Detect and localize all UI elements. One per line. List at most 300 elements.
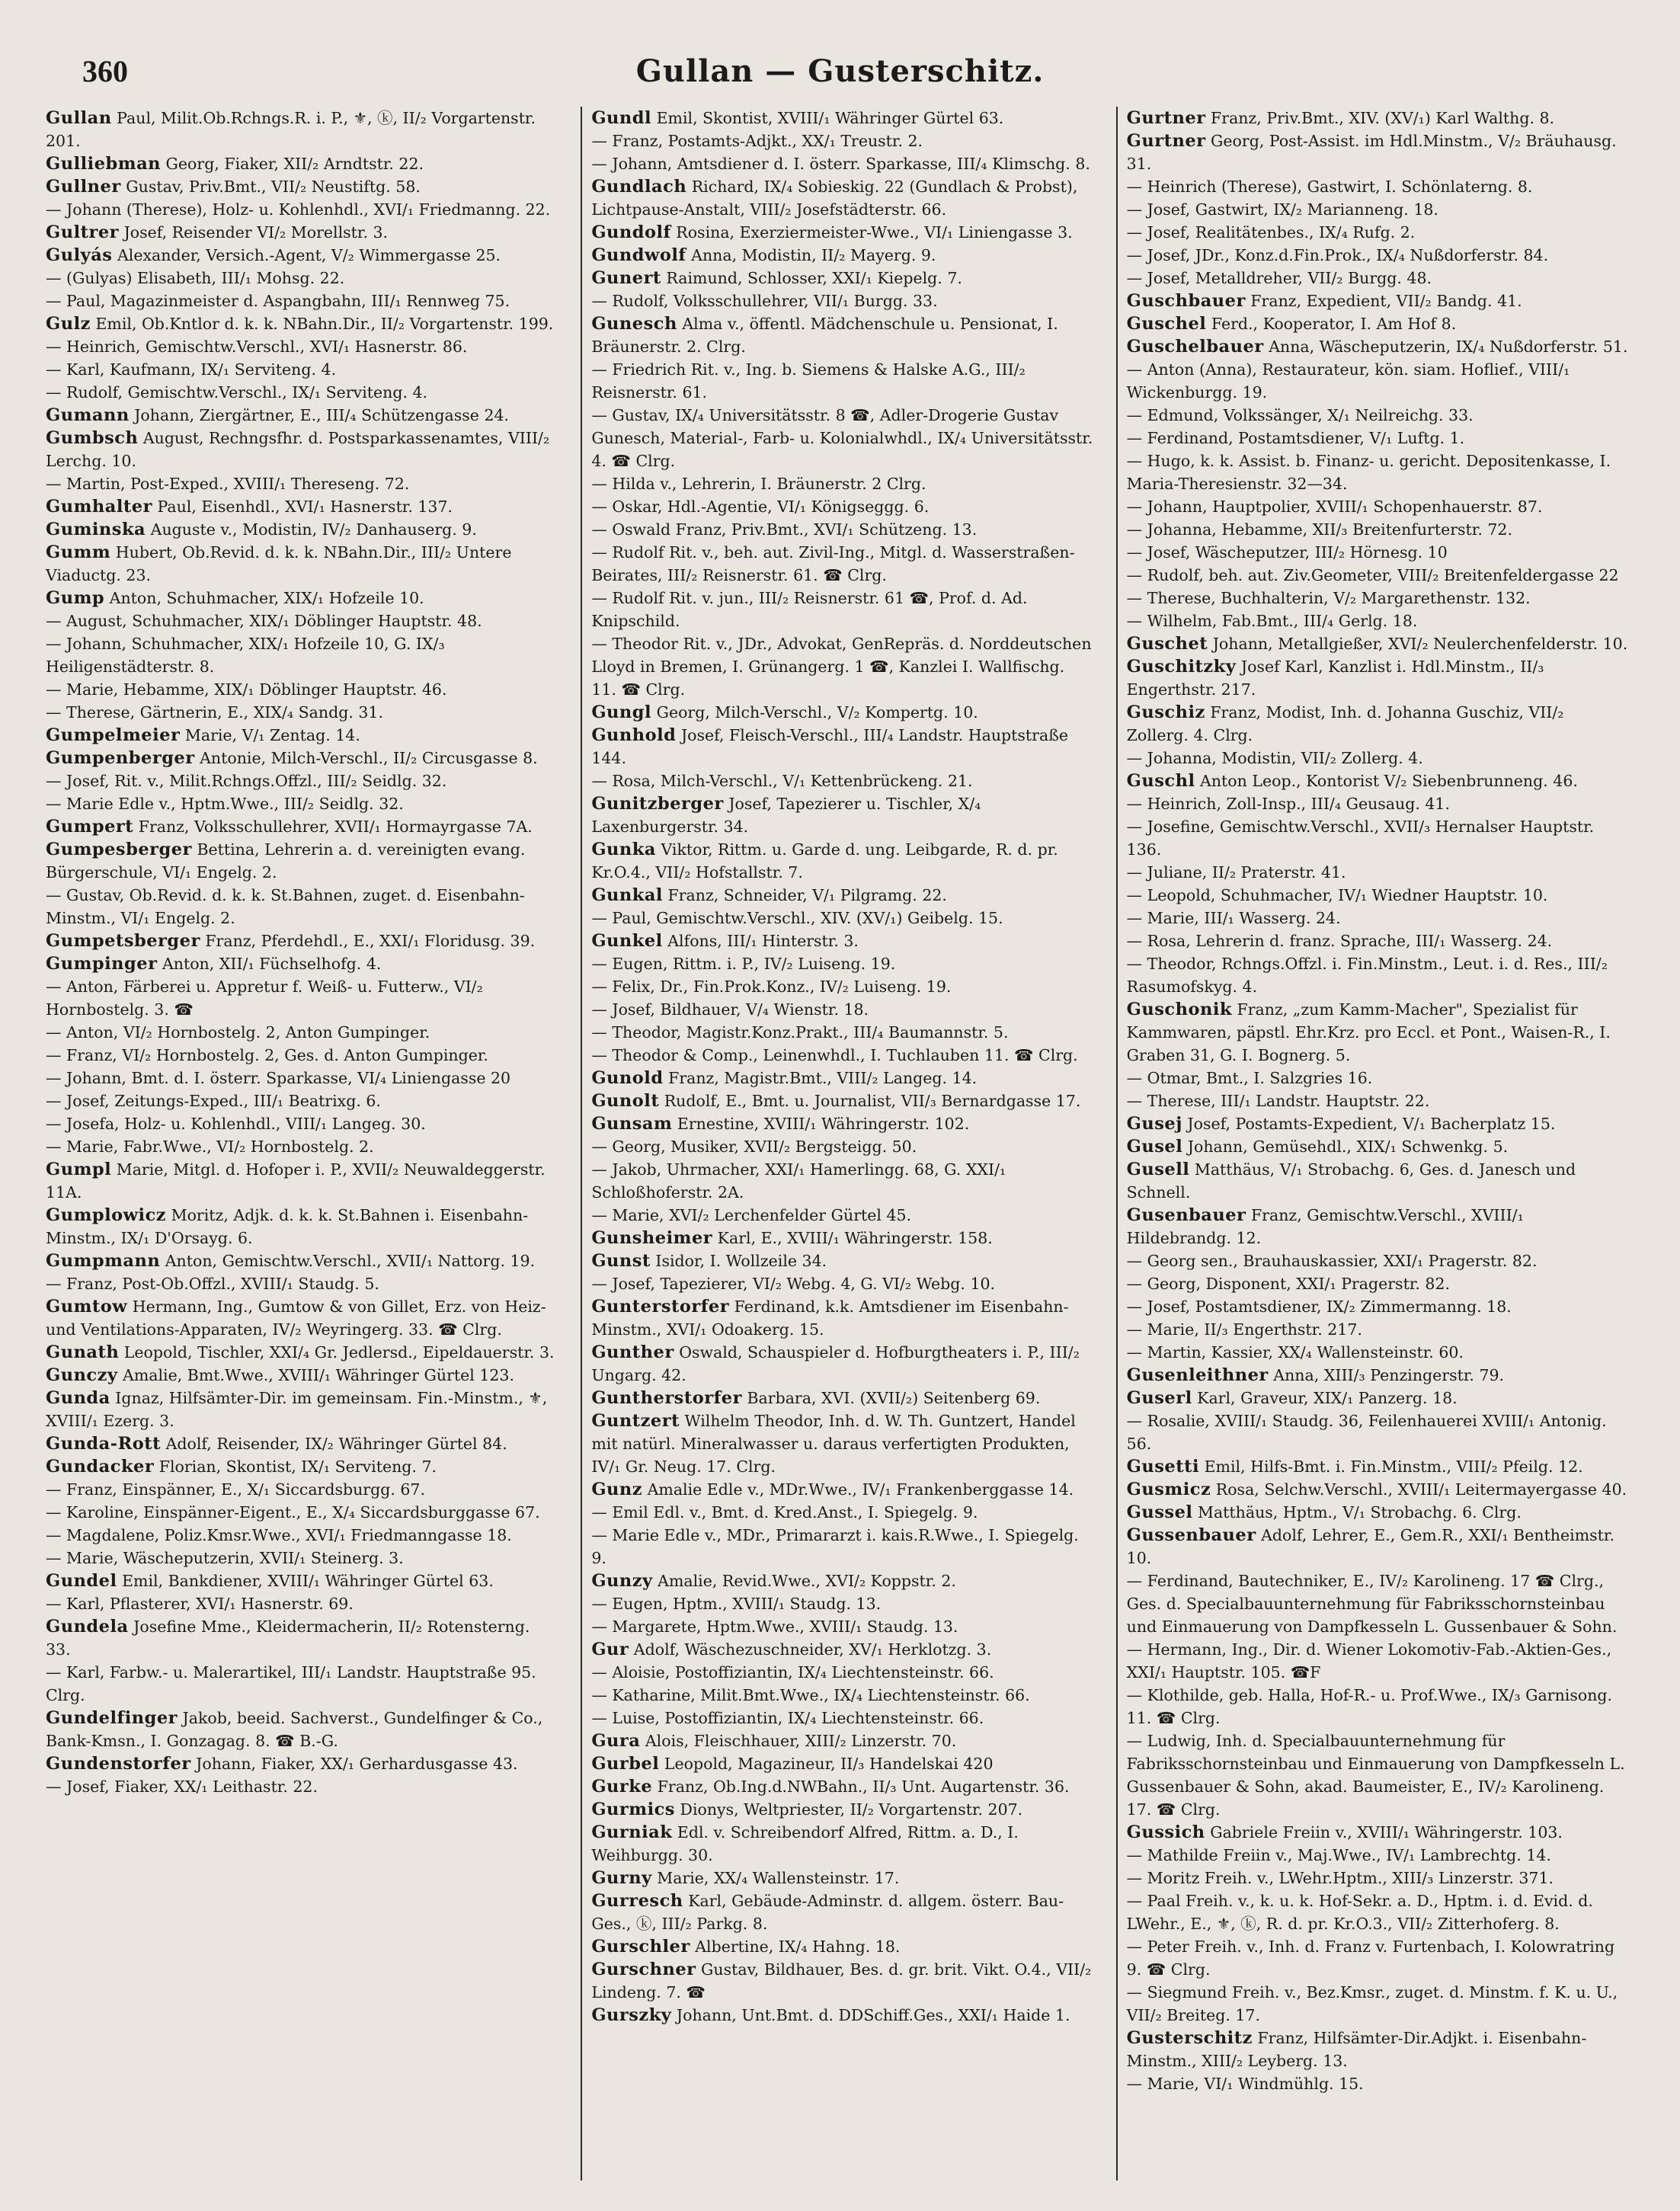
directory-entry: [1127, 1341, 1628, 1364]
entry-surname: Gunterstorfer: [591, 1297, 730, 1317]
entry-text: — Peter Freih. v., Inh. d. Franz v. Furtenbach, I. Kolowratring 9. ☎ Clrg.: [1126, 1937, 1615, 1979]
entry-text: — Emil Edl. v., Bmt. d. Kred.Anst., I. Spiegelg. 9.: [591, 1503, 978, 1521]
directory-entry: [46, 724, 558, 747]
directory-entry: [591, 952, 1093, 975]
entry-surname: Gundacker: [46, 1457, 155, 1477]
directory-entry: [1127, 1889, 1628, 1935]
directory-entry: [591, 1661, 1093, 1684]
entry-surname: Gurtner: [1126, 131, 1206, 151]
directory-entry: [591, 518, 1093, 541]
directory-entry: [591, 1729, 1093, 1752]
entry-surname: Guschiz: [1126, 702, 1205, 722]
entry-text: — Franz, Einspänner, E., X/₁ Siccardsburgg. 67.: [46, 1480, 425, 1499]
entry-text: Rudolf, E., Bmt. u. Journalist, VII/₃ Bernardgasse 17.: [664, 1092, 1081, 1110]
entry-text: — Hermann, Ing., Dir. d. Wiener Lokomotiv-Fab.-Aktien-Ges., XXI/₁ Hauptstr. 105. ☎F: [1126, 1640, 1612, 1681]
entry-text: — Hugo, k. k. Assist. b. Finanz- u. gericht. Depositenkasse, I. Maria-Theresienstr. 32—34.: [1126, 452, 1611, 493]
directory-entry: [591, 838, 1093, 884]
directory-entry: [1127, 792, 1628, 815]
entry-text: — Moritz Freih. v., LWehr.Hptm., XIII/₃ Linzerstr. 371.: [1126, 1869, 1554, 1887]
directory-entry: [46, 1524, 558, 1547]
entry-text: Matthäus, V/₁ Strobachg. 6, Ges. d. Janesch und Schnell.: [1126, 1160, 1576, 1201]
entry-surname: Guschel: [1126, 314, 1207, 334]
directory-entry: [46, 1478, 558, 1501]
directory-entry: [591, 1112, 1093, 1135]
entry-surname: Gusenbauer: [1126, 1205, 1246, 1225]
directory-entry: [1127, 518, 1628, 541]
directory-entry: [1127, 1935, 1628, 1981]
entry-surname: Guntherstorfer: [591, 1388, 742, 1408]
directory-entry: [591, 495, 1093, 518]
entry-surname: Gulz: [46, 314, 91, 334]
entry-text: Gustav, Priv.Bmt., VII/₂ Neustiftg. 58.: [126, 178, 421, 196]
entry-surname: Gusmicz: [1126, 1480, 1211, 1499]
directory-entry: [591, 1867, 1093, 1889]
directory-entry: [1127, 1821, 1628, 1844]
entry-text: — Edmund, Volkssänger, X/₁ Neilreichg. 33.: [1126, 406, 1474, 424]
directory-entry: [591, 792, 1093, 838]
entry-text: Franz, Schneider, V/₁ Pilgramg. 22.: [667, 886, 947, 904]
directory-entry: [46, 1295, 558, 1341]
directory-entry: [591, 930, 1093, 952]
entry-text: — Johann, Schuhmacher, XIX/₁ Hofzeile 10, G. IX/₃ Heiligenstädterstr. 8.: [46, 635, 445, 676]
entry-surname: Gusel: [1126, 1137, 1183, 1157]
entry-surname: Guntzert: [591, 1411, 680, 1431]
entry-text: Adolf, Reisender, IX/₂ Währinger Gürtel 84.: [165, 1435, 507, 1453]
directory-entry: [591, 175, 1093, 221]
directory-entry: [1127, 1569, 1628, 1638]
directory-entry: [46, 930, 558, 952]
entry-surname: Gundlach: [591, 177, 687, 197]
directory-entry: [591, 1272, 1093, 1295]
directory-entry: [46, 1204, 558, 1249]
entry-surname: Gunka: [591, 840, 656, 859]
entry-text: — Georg sen., Brauhauskassier, XXI/₁ Pragerstr. 82.: [1126, 1252, 1538, 1270]
entry-surname: Gunhold: [591, 725, 677, 745]
entry-text: Josef, Reisender VI/₂ Morellstr. 3.: [123, 223, 389, 242]
entry-text: Alois, Fleischhauer, XIII/₂ Linzerstr. 70.: [645, 1732, 957, 1750]
directory-entry: [1127, 861, 1628, 884]
entry-text: — Marie, II/₃ Engerthstr. 217.: [1126, 1320, 1362, 1339]
directory-entry: [1127, 1067, 1628, 1090]
directory-entry: [591, 541, 1093, 587]
directory-entry: [46, 358, 558, 381]
entry-text: — Josef, Bildhauer, V/₄ Wienstr. 18.: [591, 1000, 869, 1019]
entry-surname: Gunolt: [591, 1091, 660, 1111]
entry-surname: Gullan: [46, 108, 112, 128]
entry-surname: Gulliebman: [46, 154, 162, 174]
entry-surname: Gumpert: [46, 817, 134, 837]
entry-text: Johann, Unt.Bmt. d. DDSchiff.Ges., XXI/₁ Haide 1.: [676, 2006, 1070, 2024]
directory-entry: [46, 290, 558, 312]
entry-surname: Gultrer: [46, 222, 120, 242]
entry-text: — Johann, Hauptpolier, XVIII/₁ Schopenhauerstr. 87.: [1126, 498, 1543, 516]
directory-entry: [591, 632, 1093, 701]
directory-entry: [1127, 244, 1628, 267]
directory-entry: [46, 1021, 558, 1044]
directory-entry: [591, 724, 1093, 770]
entry-text: — Johanna, Hebamme, XII/₃ Breitenfurterstr. 72.: [1126, 520, 1512, 539]
directory-entry: [591, 1067, 1093, 1090]
column-middle: [581, 107, 1099, 2181]
entry-text: — Heinrich, Gemischtw.Verschl., XVI/₁ Hasnerstr. 86.: [46, 338, 468, 356]
directory-entry: [1127, 1729, 1628, 1821]
entry-surname: Guschonik: [1126, 1000, 1232, 1019]
directory-entry: [1127, 1638, 1628, 1684]
entry-surname: Gunz: [591, 1480, 643, 1499]
entry-text: Marie, V/₁ Zentag. 14.: [184, 726, 360, 744]
directory-entry: [1127, 884, 1628, 907]
entry-text: Rosa, Selchw.Verschl., XVIII/₁ Leitermayergasse 40.: [1215, 1480, 1627, 1499]
page-number: 360: [82, 54, 128, 88]
entry-text: — Karl, Pflasterer, XVI/₁ Hasnerstr. 69.: [46, 1595, 354, 1613]
directory-entry: [1127, 312, 1628, 335]
directory-entry: [46, 1661, 558, 1707]
directory-entry: [46, 381, 558, 404]
directory-entry: [591, 1090, 1093, 1112]
entry-text: — Marie, Hebamme, XIX/₁ Döblinger Hauptstr. 46.: [46, 680, 447, 699]
directory-entry: [46, 1707, 558, 1752]
directory-entry: [591, 907, 1093, 930]
directory-entry: [591, 107, 1093, 130]
entry-text: — (Gulyas) Elisabeth, III/₁ Mohsg. 22.: [46, 269, 345, 287]
directory-entry: [591, 1204, 1093, 1227]
entry-text: — Theodor, Magistr.Konz.Prakt., III/₄ Baumannstr. 5.: [591, 1023, 1009, 1042]
directory-entry: [1127, 747, 1628, 770]
directory-entry: [591, 1569, 1093, 1592]
directory-entry: [591, 770, 1093, 792]
directory-entry: [591, 1044, 1093, 1067]
entry-surname: Gurszky: [591, 2005, 672, 2025]
entry-text: Franz, Pferdehdl., E., XXI/₁ Floridusg. 39.: [205, 932, 536, 950]
page-header: [46, 53, 1634, 107]
entry-surname: Gunzy: [591, 1571, 653, 1591]
entry-text: Karl, Gebäude-Adminstr. d. allgem. österr. Bau-Ges., ⓚ, III/₂ Parkg. 8.: [591, 1892, 1064, 1933]
directory-entry: [46, 175, 558, 198]
directory-entry: [46, 770, 558, 792]
directory-entry: [46, 1592, 558, 1615]
entry-text: Paul, Eisenhdl., XVI/₁ Hasnerstr. 137.: [157, 498, 453, 516]
entry-text: Georg, Post-Assist. im Hdl.Minstm., V/₂ Bräuhausg. 31.: [1126, 132, 1617, 173]
entry-text: — Magdalene, Poliz.Kmsr.Wwe., XVI/₁ Friedmanngasse 18.: [46, 1526, 512, 1544]
entry-surname: Gussenbauer: [1126, 1525, 1256, 1545]
entry-text: Richard, IX/₄ Sobieskig. 22 (Gundlach & Probst), Lichtpause-Anstalt, VIII/₂ Josefstädterstr. 66.: [591, 178, 1078, 219]
entry-text: Alexander, Versich.-Agent, V/₂ Wimmergasse 25.: [117, 246, 501, 264]
entry-text: Albertine, IX/₄ Hahng. 18.: [695, 1937, 901, 1956]
directory-entry: [46, 952, 558, 975]
directory-entry: [46, 975, 558, 1021]
entry-text: Anton, Gemischtw.Verschl., XVII/₁ Nattorg. 19.: [165, 1252, 536, 1270]
entry-text: — Marie, Wäscheputzerin, XVII/₁ Steinerg. 3.: [46, 1549, 404, 1567]
directory-entry: [46, 1112, 558, 1135]
entry-surname: Gusterschitz: [1126, 2028, 1253, 2048]
directory-entry: [1127, 1318, 1628, 1341]
entry-text: Oswald, Schauspieler d. Hofburgtheaters i. P., III/₂ Ungarg. 42.: [591, 1343, 1080, 1384]
directory-entry: [46, 1272, 558, 1295]
directory-entry: [1127, 1867, 1628, 1889]
entry-text: — Wilhelm, Fab.Bmt., III/₄ Gerlg. 18.: [1126, 612, 1418, 630]
directory-entry: [46, 198, 558, 221]
directory-entry: [591, 358, 1093, 404]
entry-text: — Josef, Realitätenbes., IX/₄ Rufg. 2.: [1126, 223, 1416, 242]
entry-text: — Karl, Farbw.- u. Malerartikel, III/₁ Landstr. Hauptstraße 95. Clrg.: [46, 1663, 536, 1704]
entry-surname: Gunst: [591, 1251, 651, 1271]
entry-text: Alma v., öffentl. Mädchenschule u. Pensionat, I. Bräunerstr. 2. Clrg.: [591, 315, 1058, 356]
directory-entry: [46, 1569, 558, 1592]
entry-surname: Gundolf: [591, 222, 671, 242]
entry-text: — Heinrich (Therese), Gastwirt, I. Schönlaterng. 8.: [1126, 178, 1533, 196]
entry-text: — Theodor & Comp., Leinenwhdl., I. Tuchlauben 11. ☎ Clrg.: [591, 1046, 1078, 1064]
entry-surname: Gunert: [591, 268, 661, 288]
entry-text: Hubert, Ob.Revid. d. k. k. NBahn.Dir., III/₂ Untere Viaductg. 23.: [46, 543, 512, 584]
entry-text: Ernestine, XVIII/₁ Währingerstr. 102.: [677, 1115, 970, 1133]
entry-text: Anton Leop., Kontorist V/₂ Siebenbrunneng. 46.: [1200, 772, 1578, 790]
directory-entry: [591, 1821, 1093, 1867]
entry-text: — Johann (Therese), Holz- u. Kohlenhdl., XVI/₁ Friedmanng. 22.: [46, 200, 551, 219]
entry-surname: Gumpenberger: [46, 748, 195, 768]
directory-entry: [1127, 1090, 1628, 1112]
entry-text: — Rudolf Rit. v., beh. aut. Zivil-Ing., Mitgl. d. Wasserstraßen-Beirates, III/₂ Reisnerstr. 61. ☎ Clrg.: [591, 543, 1075, 584]
directory-entry: [46, 518, 558, 541]
entry-text: — Josef, Wäscheputzer, III/₂ Hörnesg. 10: [1126, 543, 1448, 562]
entry-text: Adolf, Wäschezuschneider, XV/₁ Herklotzg. 3.: [633, 1640, 992, 1659]
directory-entry: [1127, 175, 1628, 198]
entry-text: — Ferdinand, Postamtsdiener, V/₁ Luftg. 1.: [1126, 429, 1465, 447]
entry-text: Amalie Edle v., MDr.Wwe., IV/₁ Frankenberggasse 14.: [647, 1480, 1074, 1499]
directory-entry: [46, 1158, 558, 1204]
entry-text: — Therese, Gärtnerin, E., XIX/₄ Sandg. 31.: [46, 703, 383, 722]
entry-surname: Gunsheimer: [591, 1228, 713, 1248]
entry-text: Anna, Modistin, II/₂ Mayerg. 9.: [691, 246, 936, 264]
entry-text: — Josefine, Gemischtw.Verschl., XVII/₃ Hernalser Hauptstr. 136.: [1126, 818, 1595, 859]
entry-surname: Gunkal: [591, 885, 663, 905]
entry-surname: Gunitzberger: [591, 794, 724, 814]
entry-text: — Martin, Post-Exped., XVIII/₁ Thereseng. 72.: [46, 475, 410, 493]
directory-entry: [1127, 1158, 1628, 1204]
directory-entry: [46, 404, 558, 427]
entry-surname: Gundela: [46, 1617, 129, 1637]
directory-entry: [1127, 1272, 1628, 1295]
entry-text: — Marie Edle v., MDr., Primararzt i. kais.R.Wwe., I. Spiegelg. 9.: [591, 1526, 1079, 1567]
directory-entry: [46, 267, 558, 290]
directory-entry: [1127, 335, 1628, 358]
entry-surname: Gusej: [1126, 1114, 1182, 1134]
entry-text: Alfons, III/₁ Hinterstr. 3.: [667, 932, 859, 950]
directory-entry: [591, 1752, 1093, 1775]
directory-entry: [1127, 952, 1628, 998]
entry-surname: Gumann: [46, 405, 130, 425]
entry-text: Josef, Tapezierer u. Tischler, X/₄ Laxenburgerstr. 34.: [591, 795, 981, 836]
entry-text: — Rudolf, beh. aut. Ziv.Geometer, VIII/₂ Breitenfeldergasse 22: [1126, 566, 1619, 584]
directory-entry: [1127, 495, 1628, 518]
directory-entry: [1127, 290, 1628, 312]
directory-entry: [46, 632, 558, 678]
directory-entry: [591, 1021, 1093, 1044]
directory-entry: [46, 244, 558, 267]
entry-surname: Gumpmann: [46, 1251, 161, 1271]
entry-text: — Josef, JDr., Konz.d.Fin.Prok., IX/₄ Nußdorferstr. 84.: [1126, 246, 1549, 264]
directory-entry: [1127, 1455, 1628, 1478]
entry-text: — Ferdinand, Bautechniker, E., IV/₂ Karolineng. 17 ☎ Clrg., Ges. d. Specialbauunternehmung für Fabriksschornsteinbau und Einmauerung von Dampfkesseln L. Gussenbauer & Sohn.: [1126, 1572, 1618, 1636]
directory-entry: [591, 587, 1093, 632]
directory-entry: [46, 152, 558, 175]
directory-entry: [1127, 587, 1628, 610]
entry-surname: Gumhalter: [46, 497, 152, 517]
directory-entry: [1127, 2027, 1628, 2072]
directory-entry: [46, 678, 558, 701]
entry-surname: Gumpelmeier: [46, 725, 181, 745]
entry-surname: Gundl: [591, 108, 652, 128]
entry-surname: Gur: [591, 1640, 629, 1659]
entry-text: Franz, Ob.Ing.d.NWBahn., II/₃ Unt. Augartenstr. 36.: [657, 1777, 1070, 1796]
entry-text: Anna, XIII/₃ Penzingerstr. 79.: [1273, 1366, 1505, 1384]
directory-entry: [46, 1135, 558, 1158]
directory-entry: [46, 1387, 558, 1432]
entry-text: Emil, Hilfs-Bmt. i. Fin.Minstm., VIII/₂ Pfeilg. 12.: [1204, 1457, 1583, 1476]
directory-entry: [46, 1455, 558, 1478]
column-right: [1116, 107, 1634, 2181]
directory-entry: [1127, 450, 1628, 495]
entry-text: — Johann, Amtsdiener d. I. österr. Sparkasse, III/₄ Klimschg. 8.: [591, 155, 1090, 173]
entry-surname: Gunczy: [46, 1365, 118, 1385]
directory-entry: [591, 1387, 1093, 1409]
directory-entry: [1127, 221, 1628, 244]
directory-entry: [1127, 2072, 1628, 2095]
entry-text: — Marie, VI/₁ Windmühlg. 15.: [1126, 2075, 1364, 2093]
entry-text: — Otmar, Bmt., I. Salzgries 16.: [1126, 1069, 1373, 1087]
entry-text: — Oskar, Hdl.-Agentie, VI/₁ Königseggg. 6.: [591, 498, 930, 516]
directory-entry: [46, 1341, 558, 1364]
directory-entry: [46, 107, 558, 152]
entry-surname: Gurbel: [591, 1754, 660, 1774]
directory-entry: [46, 587, 558, 610]
entry-surname: Gussich: [1126, 1822, 1205, 1842]
directory-entry: [591, 1684, 1093, 1707]
entry-text: — Marie Edle v., Hptm.Wwe., III/₂ Seidlg. 32.: [46, 795, 404, 813]
entry-text: — Luise, Postoffiziantin, IX/₄ Liechtensteinstr. 66.: [591, 1709, 984, 1727]
entry-text: Rosina, Exerziermeister-Wwe., VI/₁ Liniengasse 3.: [676, 223, 1073, 242]
directory-entry: [591, 267, 1093, 290]
directory-entry: [1127, 1981, 1628, 2027]
entry-text: August, Rechngsfhr. d. Postsparkassenamtes, VIII/₂ Lerchg. 10.: [46, 429, 550, 470]
entry-text: Barbara, XVI. (XVII/₂) Seitenberg 69.: [747, 1389, 1041, 1407]
entry-surname: Gura: [591, 1731, 641, 1751]
entry-surname: Gundelfinger: [46, 1708, 178, 1728]
directory-entry: [1127, 358, 1628, 404]
entry-text: Emil, Bankdiener, XVIII/₁ Währinger Gürtel 63.: [122, 1572, 494, 1590]
entry-text: Franz, Expedient, VII/₂ Bandg. 41.: [1250, 292, 1522, 310]
entry-surname: Gulyás: [46, 245, 113, 265]
entry-text: Franz, Magistr.Bmt., VIII/₂ Langeg. 14.: [668, 1069, 978, 1087]
entry-surname: Gurtner: [1126, 108, 1206, 128]
entry-surname: Gungl: [591, 702, 652, 722]
directory-entry: [591, 1889, 1093, 1935]
directory-entry: [46, 221, 558, 244]
entry-text: — Oswald Franz, Priv.Bmt., XVI/₁ Schützeng. 13.: [591, 520, 978, 539]
directory-entry: [591, 244, 1093, 267]
entry-surname: Gusenleithner: [1126, 1365, 1269, 1385]
directory-entry: [591, 2004, 1093, 2027]
entry-text: — Josef, Gastwirt, IX/₂ Marianneng. 18.: [1126, 200, 1438, 219]
entry-text: Gustav, Bildhauer, Bes. d. gr. brit. Vikt. O.4., VII/₂ Lindeng. 7. ☎: [591, 1960, 1092, 2001]
directory-entry: [1127, 998, 1628, 1067]
entry-surname: Gumpetsberger: [46, 931, 200, 951]
directory-entry: [46, 838, 558, 884]
directory-entry: [1127, 1295, 1628, 1318]
entry-text: Josef, Postamts-Expedient, V/₁ Bacherplatz 15.: [1187, 1115, 1556, 1133]
entry-text: — Paul, Magazinmeister d. Aspangbahn, III/₁ Rennweg 75.: [46, 292, 510, 310]
directory-entry: [1127, 610, 1628, 632]
directory-entry: [1127, 107, 1628, 130]
directory-entry: [46, 701, 558, 724]
directory-columns: [46, 107, 1634, 2181]
entry-text: Leopold, Magazineur, II/₃ Handelskai 420: [664, 1755, 994, 1773]
entry-surname: Gurke: [591, 1777, 653, 1797]
entry-surname: Gumm: [46, 542, 111, 562]
directory-entry: [1127, 404, 1628, 427]
directory-entry: [1127, 632, 1628, 655]
directory-entry: [1127, 267, 1628, 290]
entry-text: — Marie, III/₁ Wasserg. 24.: [1126, 909, 1341, 927]
directory-entry: [591, 1524, 1093, 1569]
entry-text: Anna, Wäscheputzerin, IX/₄ Nußdorferstr. 51.: [1269, 338, 1628, 356]
entry-text: — Theodor, Rchngs.Offzl. i. Fin.Minstm., Leut. i. d. Res., III/₂ Rasumofskyg. 4.: [1126, 955, 1608, 996]
directory-entry: [46, 1752, 558, 1775]
entry-text: — Jakob, Uhrmacher, XXI/₁ Hamerlingg. 68, G. XXI/₁ Schloßhoferstr. 2A.: [591, 1160, 1006, 1201]
entry-text: Amalie, Bmt.Wwe., XVIII/₁ Währinger Gürtel 123.: [123, 1366, 514, 1384]
directory-entry: [591, 1341, 1093, 1387]
entry-surname: Gundenstorfer: [46, 1754, 191, 1774]
directory-entry: [1127, 701, 1628, 747]
entry-surname: Gurresch: [591, 1891, 683, 1911]
directory-entry: [46, 495, 558, 518]
entry-text: — Georg, Disponent, XXI/₁ Pragerstr. 82.: [1126, 1275, 1451, 1293]
entry-surname: Gunda: [46, 1388, 110, 1408]
entry-text: — Josef, Fiaker, XX/₁ Leithastr. 22.: [46, 1777, 318, 1796]
directory-entry: [591, 1478, 1093, 1501]
entry-surname: Gurmics: [591, 1800, 675, 1819]
directory-entry: [1127, 541, 1628, 564]
entry-text: — Anton, Färberei u. Appretur f. Weiß- u. Futterw., VI/₂ Hornbostelg. 3. ☎: [46, 978, 483, 1019]
entry-text: Viktor, Rittm. u. Garde d. ung. Leibgarde, R. d. pr. Kr.O.4., VII/₂ Hofstallstr. 7.: [591, 840, 1058, 882]
directory-entry: [1127, 130, 1628, 175]
directory-entry: [46, 815, 558, 838]
directory-entry: [46, 1775, 558, 1798]
entry-text: — Josef, Postamtsdiener, IX/₂ Zimmermanng. 18.: [1126, 1297, 1512, 1316]
directory-entry: [1127, 1409, 1628, 1455]
directory-entry: [1127, 815, 1628, 861]
directory-entry: [1127, 770, 1628, 792]
entry-text: — Hilda v., Lehrerin, I. Bräunerstr. 2 Clrg.: [591, 475, 926, 493]
directory-entry: [46, 312, 558, 335]
entry-text: Franz, „zum Kamm-Macher", Spezialist für Kammwaren, päpstl. Ehr.Krz. pro Eccl. et Pont., Waisen-R., I. Graben 31, G. I. Bognerg. 5.: [1126, 1000, 1611, 1064]
entry-text: Gabriele Freiin v., XVIII/₁ Währingerstr. 103.: [1210, 1823, 1563, 1841]
entry-text: — Margarete, Hptm.Wwe., XVIII/₁ Staudg. 13.: [591, 1617, 958, 1636]
directory-entry: [46, 1249, 558, 1272]
entry-text: Ignaz, Hilfsämter-Dir. im gemeinsam. Fin.-Minstm., ⚜, XVIII/₁ Ezerg. 3.: [46, 1389, 548, 1430]
entry-text: Josef Karl, Kanzlist i. Hdl.Minstm., II/₃ Engerthstr. 217.: [1126, 658, 1544, 699]
entry-text: — Franz, VI/₂ Hornbostelg. 2, Ges. d. Anton Gumpinger.: [46, 1046, 488, 1064]
directory-entry: [591, 221, 1093, 244]
directory-entry: [46, 1432, 558, 1455]
entry-text: — Josef, Tapezierer, VI/₂ Webg. 4, G. VI/₂ Webg. 10.: [591, 1275, 996, 1293]
entry-text: Johann, Ziergärtner, E., III/₄ Schützengasse 24.: [134, 406, 510, 424]
entry-surname: Gunold: [591, 1068, 664, 1088]
entry-text: Georg, Fiaker, XII/₂ Arndtstr. 22.: [165, 155, 424, 173]
entry-text: — Katharine, Milit.Bmt.Wwe., IX/₄ Liechtensteinstr. 66.: [591, 1686, 1030, 1704]
directory-entry: [591, 312, 1093, 358]
entry-text: Johann, Metallgießer, XVI/₂ Neulerchenfelderstr. 10.: [1212, 635, 1628, 653]
entry-text: — Rosa, Milch-Verschl., V/₁ Kettenbrückeng. 21.: [591, 772, 973, 790]
